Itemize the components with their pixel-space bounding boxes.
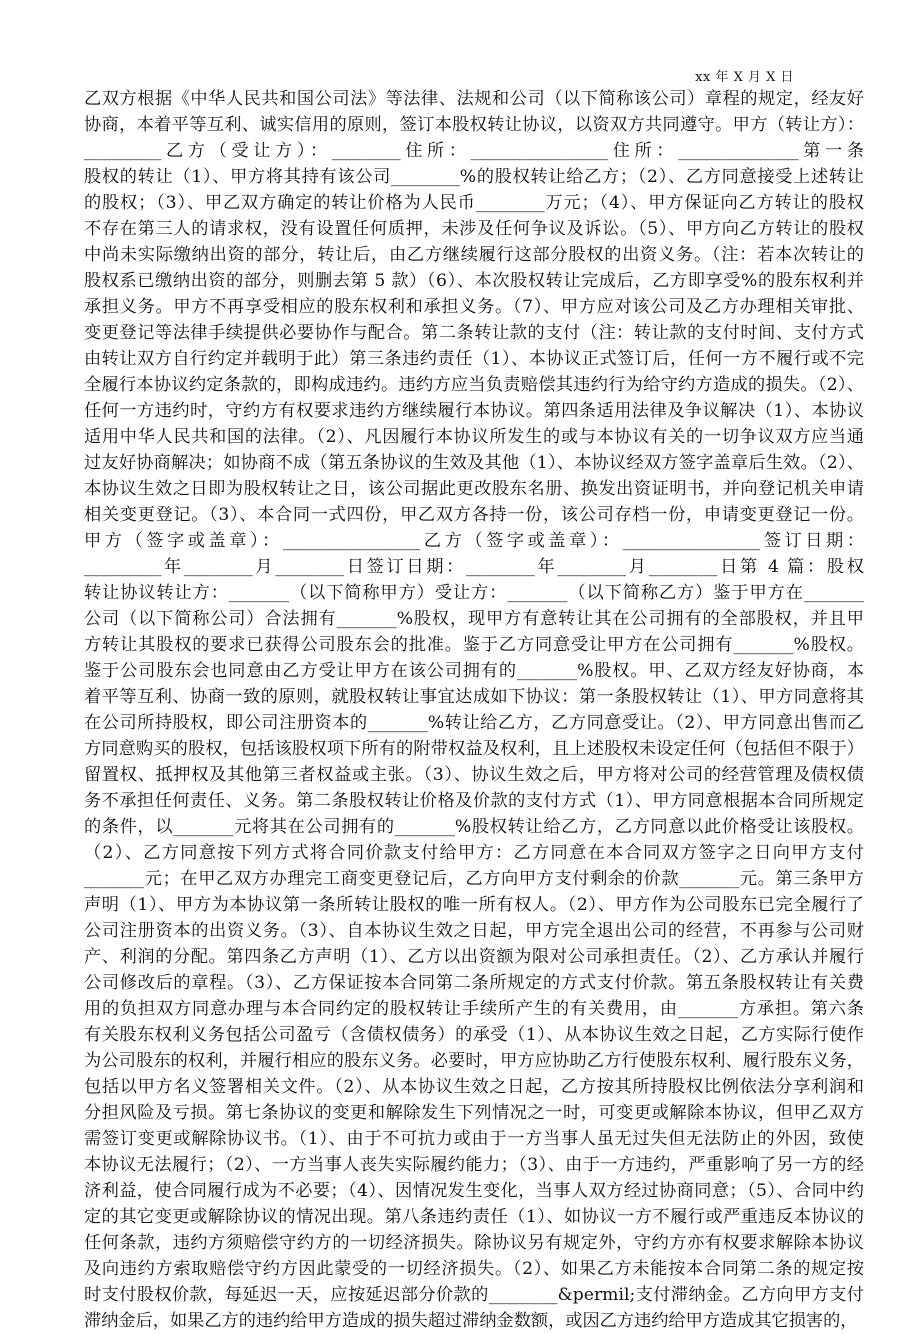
body-line: 过友好协商解决；如协商不成（第五条协议的生效及其他（1）、本协议经双方签字盖章后生效。（2）、: [84, 453, 864, 473]
body-line: _________乙方（受让方）：________住所：________________住所：______________第一条: [84, 141, 864, 161]
body-line: 乙双方根据《中华人民共和国公司法》等法律、法规和公司（以下简称该公司）章程的规定，经友好: [84, 89, 864, 109]
body-line: 由转让双方自行约定并载明于此）第三条违约责任（1）、本协议正式签订后，任何一方不履行或不完: [84, 349, 864, 369]
body-line: 股权系已缴纳出资的部分，则删去第 5 款）（6）、本次股权转让完成后，乙方即享受%的股东权利并: [84, 271, 864, 291]
body-line: 分担风险及亏损。第七条协议的变更和解除发生下列情况之一时，可变更或解除本协议，但甲乙双方: [84, 1103, 864, 1123]
body-line: 相关变更登记。（3）、本合同一式四份，甲乙双方各持一份，该公司存档一份，申请变更登记一份。: [84, 505, 864, 525]
body-line: 全履行本协议约定条款的，即构成违约。违约方应当负责赔偿其违约行为给守约方造成的损失。（2）、: [84, 375, 864, 395]
body-line: 鉴于公司股东会也同意由乙方受让甲方在该公司拥有的_______%股权。甲、乙双方经友好协商，本: [84, 661, 864, 681]
body-line: 着平等互利、协商一致的原则，就股权转让事宜达成如下协议：第一条股权转让（1）、甲方同意将其: [84, 687, 864, 707]
body-line: 变更登记等法律手续提供必要协作与配合。第二条转让款的支付（注：转让款的支付时间、支付方式: [84, 323, 864, 343]
body-line: 承担义务。甲方不再享受相应的股东权利和承担义务。（7）、甲方应对该公司及乙方办理相关审批、: [84, 297, 864, 317]
body-line: 时支付股权价款，每延迟一天，应按延迟部分价款的________&permil;支付滞纳金。乙方向甲方支付: [84, 1285, 864, 1305]
body-line: 定的其它变更或解除协议的情况出现。第八条违约责任（1）、如协议一方不履行或严重违反本协议的: [84, 1207, 864, 1227]
body-line: 公司（以下简称公司）合法拥有_______%股权，现甲方有意转让其在公司拥有的全部股权，并且甲: [84, 609, 864, 629]
body-line: 包括以甲方名义签署相关文件。（2）、从本协议生效之日起，乙方按其所持股权比例依法分享利润和: [84, 1077, 864, 1097]
body-line: _________年________月________日签订日期：________年________月________日第 4 篇：股权: [84, 557, 864, 577]
body-line: 任何条款，违约方须赔偿守约方的一切经济损失。除协议另有规定外，守约方亦有权要求解除本协议: [84, 1233, 864, 1253]
body-line: _______元；在甲乙双方办理完工商变更登记后，乙方向甲方支付剩余的价款_______元。第三条甲方: [84, 869, 864, 889]
body-line: 本协议生效之日即为股权转让之日，该公司据此更改股东名册、换发出资证明书，并向登记机关申请: [84, 479, 864, 499]
body-line: 不存在第三人的请求权，没有设置任何质押，未涉及任何争议及诉讼。（5）、甲方向乙方转让的股权: [84, 219, 864, 239]
body-line: （2）、乙方同意按下列方式将合同价款支付给甲方：乙方同意在本合同双方签字之日向甲方支付: [84, 843, 864, 863]
body-line: 股权的转让（1）、甲方将其持有该公司________%的股权转让给乙方；（2）、乙方同意接受上述转让: [84, 167, 864, 187]
body-line: 本协议无法履行；（2）、一方当事人丧失实际履约能力；（3）、由于一方违约，严重影响了另一方的经: [84, 1155, 864, 1175]
body-line: 方同意购买的股权，包括该股权项下所有的附带权益及权利，且上述股权未设定任何（包括但不限于）: [84, 739, 864, 759]
document-body: [84, 86, 864, 1334]
body-line: 的股权；（3）、甲乙双方确定的转让价格为人民币________万元；（4）、甲方保证向乙方转让的股权: [84, 193, 864, 213]
body-line: 适用中华人民共和国的法律。（2）、凡因履行本协议所发生的或与本协议有关的一切争议双方应当通: [84, 427, 864, 447]
body-line: 协商，本着平等互利、诚实信用的原则，签订本股权转让协议，以资双方共同遵守。甲方（转让方）：: [84, 115, 864, 135]
body-line: 务不承担任何责任、义务。第二条股权转让价格及价款的支付方式（1）、甲方同意根据本合同所规定: [84, 791, 864, 811]
body-line: 公司修改后的章程。（3）、乙方保证按本合同第二条所规定的方式支付价款。第五条股权转让有关费: [84, 973, 864, 993]
body-line: 在公司所持股权，即公司注册资本的_______%转让给乙方，乙方同意受让。（2）、甲方同意出售而乙: [84, 713, 864, 733]
body-line: 产、利润的分配。第四条乙方声明（1）、乙方以出资额为限对公司承担责任。（2）、乙方承认并履行: [84, 947, 864, 967]
body-line: 方转让其股权的要求已获得公司股东会的批准。鉴于乙方同意受让甲方在公司拥有_______%股权。: [84, 635, 864, 655]
body-line: 及向违约方索取赔偿守约方因此蒙受的一切经济损失。（2）、如果乙方未能按本合同第二条的规定按: [84, 1259, 864, 1279]
body-line: 声明（1）、甲方为本协议第一条所转让股权的唯一所有权人。（2）、甲方作为公司股东已完全履行了: [84, 895, 864, 915]
body-line: 中尚未实际缴纳出资的部分，转让后，由乙方继续履行这部分股权的出资义务。（注：若本次转让的: [84, 245, 864, 265]
body-line: 的条件，以_______元将其在公司拥有的_______%股权转让给乙方，乙方同意以此价格受让该股权。: [84, 817, 864, 837]
body-line: 需签订变更或解除协议书。（1）、由于不可抗力或由于一方当事人虽无过失但无法防止的外因，致使: [84, 1129, 864, 1149]
body-line: 为公司股东的权利，并履行相应的股东义务。必要时，甲方应协助乙方行使股东权利、履行股东义务，: [84, 1051, 864, 1071]
body-line: 用的负担双方同意办理与本合同约定的股权转让手续所产生的有关费用，由_______方承担。第六条: [84, 999, 864, 1019]
body-line: 公司注册资本的出资义务。（3）、自本协议生效之日起，甲方完全退出公司的经营，不再参与公司财: [84, 921, 864, 941]
header-date: xx 年 X 月 X 日: [695, 70, 794, 85]
body-line: 留置权、抵押权及其他第三者权益或主张。（3）、协议生效之后，甲方将对公司的经营管理及债权债: [84, 765, 864, 785]
body-line: 有关股东权利义务包括公司盈亏（含债权债务）的承受（1）、从本协议生效之日起，乙方实际行使作: [84, 1025, 864, 1045]
body-line: 任何一方违约时，守约方有权要求违约方继续履行本协议。第四条适用法律及争议解决（1）、本协议: [84, 401, 864, 421]
body-line: 甲方（签字或盖章）：________________乙方（签字或盖章）：________________签订日期：: [84, 531, 864, 551]
body-line: 转让协议转让方：_______（以下简称甲方）受让方：_______（以下简称乙方）鉴于甲方在_______: [84, 583, 864, 603]
body-line: 滞纳金后，如果乙方的违约给甲方造成的损失超过滞纳金数额，或因乙方违约给甲方造成其它损害的，: [84, 1311, 858, 1331]
body-line: 济利益，使合同履行成为不必要；（4）、因情况发生变化，当事人双方经过协商同意；（5）、合同中约: [84, 1181, 864, 1201]
